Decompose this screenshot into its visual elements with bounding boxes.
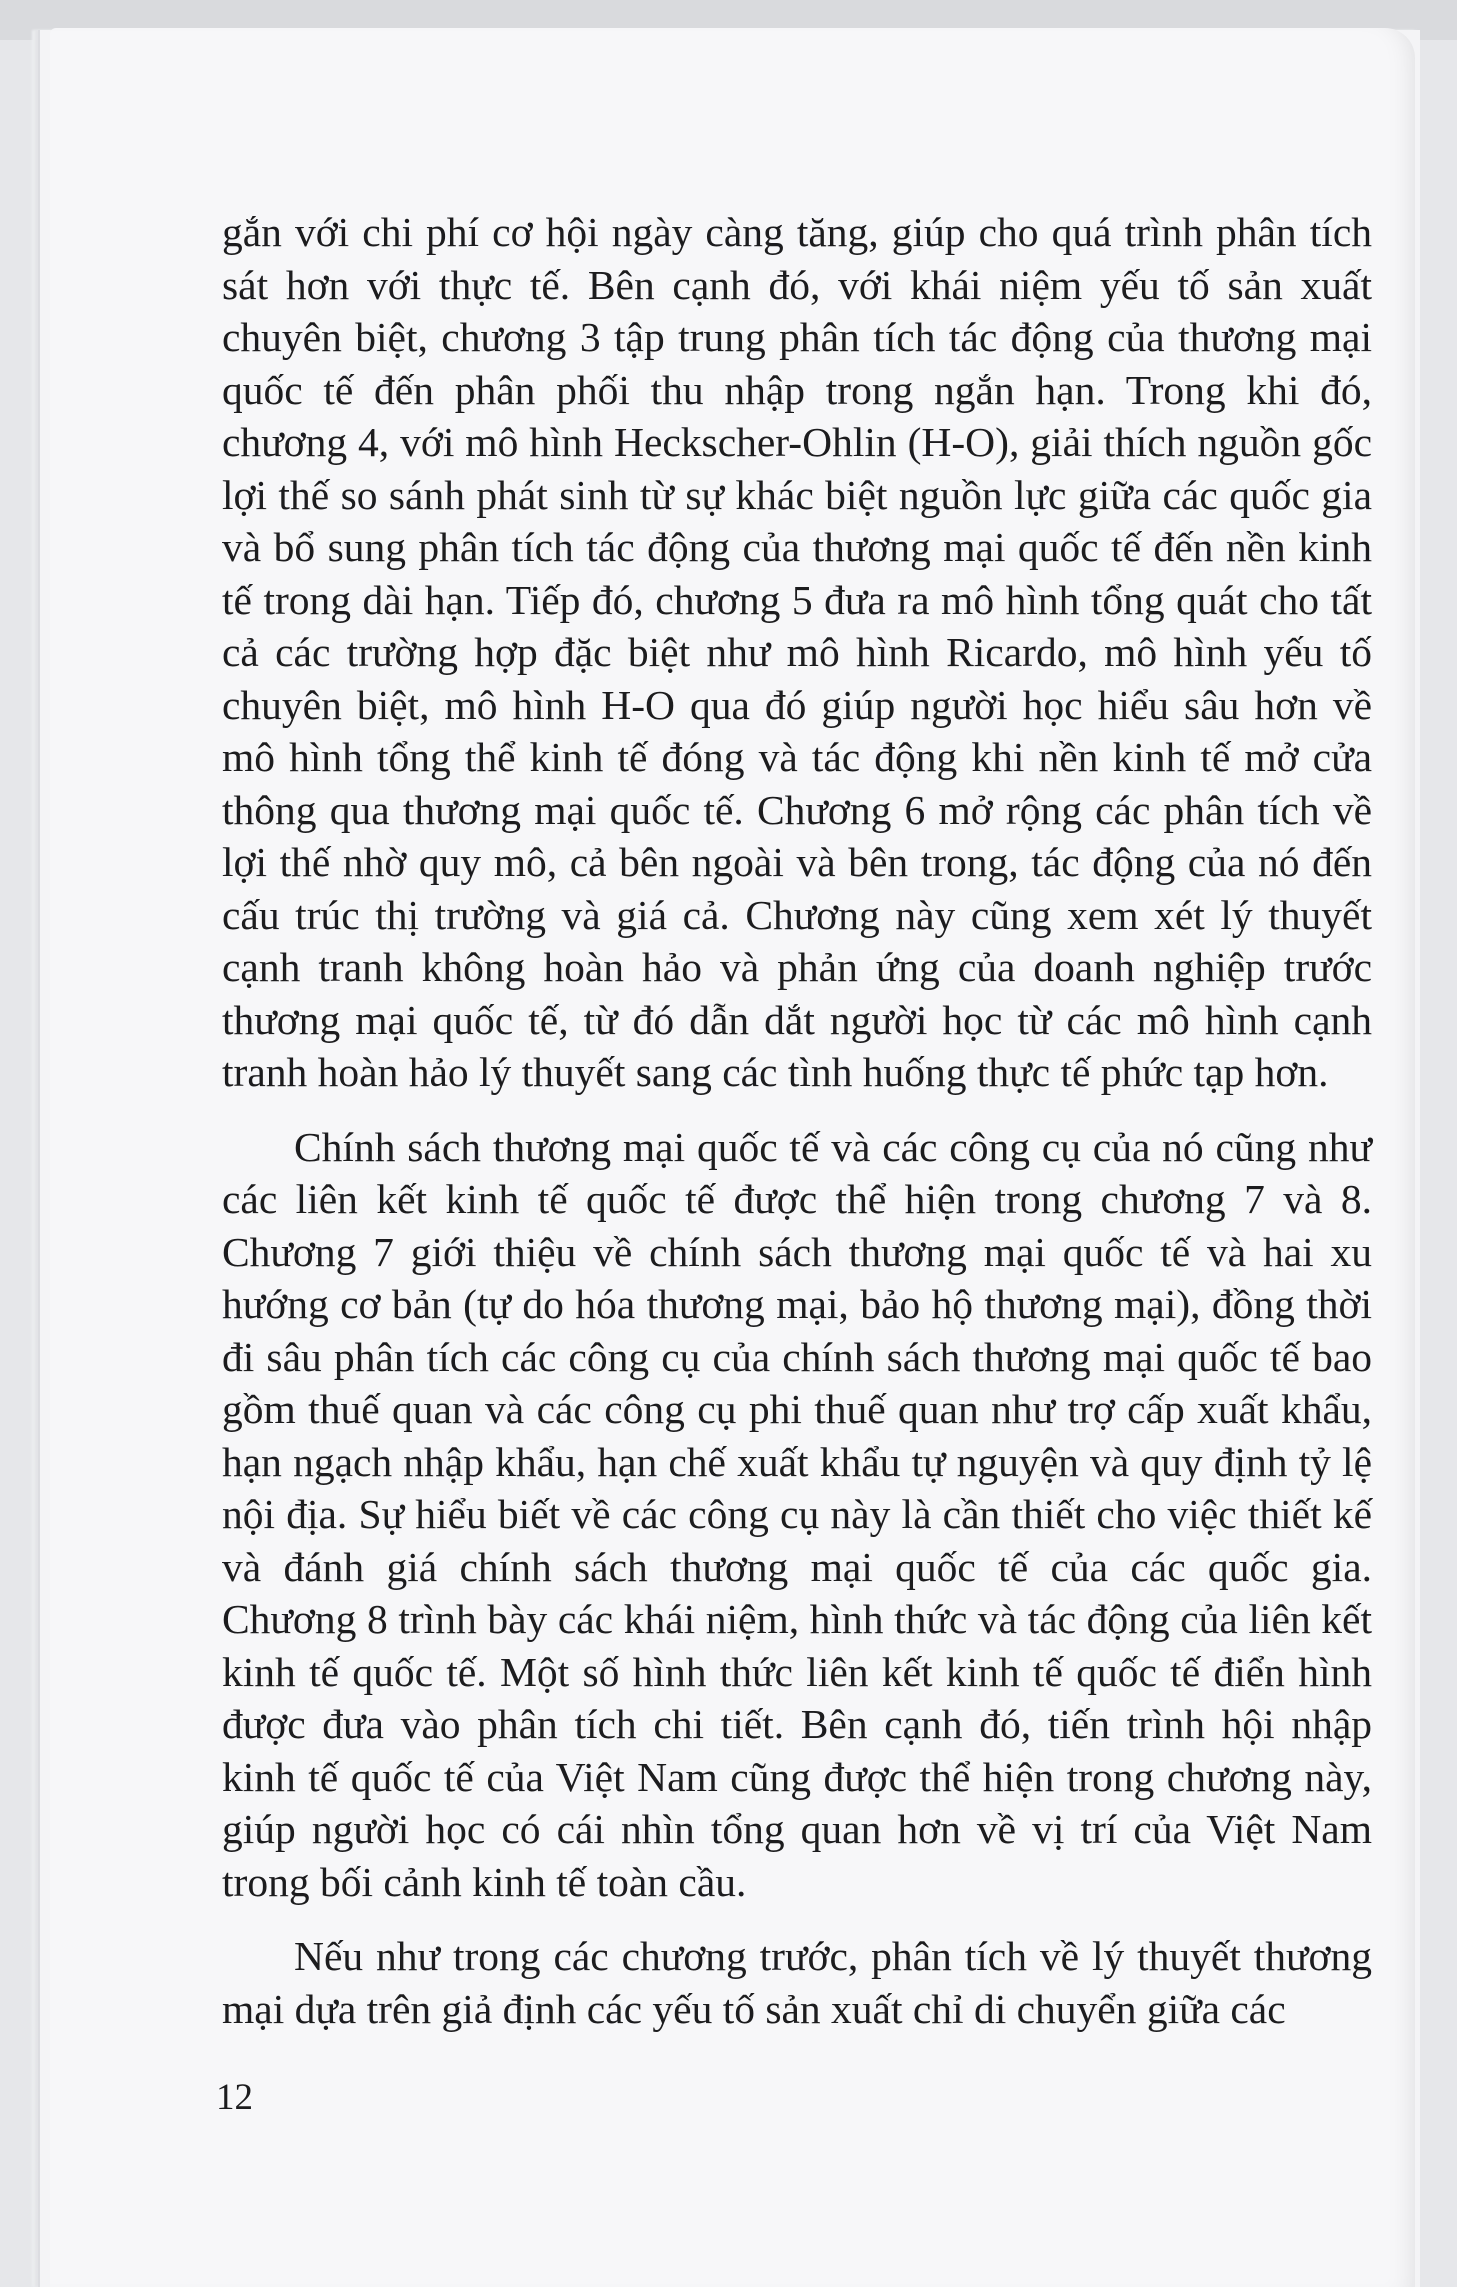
paragraph-1: gắn với chi phí cơ hội ngày càng tăng, giúp cho quá trình phân tích sát hơn với thực tế. Bên cạnh đó, với khái niệm yếu tố sản xuất chuyên biệt, chương 3 tập trung phân tích tác động của thương mại quốc tế đến phân phối thu nhập trong ngắn hạn. Trong khi đó, chương 4, với mô hình Heckscher-Ohlin (H-O), giải thích nguồn gốc lợi thế so sánh phát sinh từ sự khác biệt nguồn lực giữa các quốc gia và bổ sung phân tích tác động của thương mại quốc tế đến nền kinh tế trong dài hạn. Tiếp đó, chương 5 đưa ra mô hình tổng quát cho tất cả các trường hợp đặc biệt như mô hình Ricardo, mô hình yếu tố chuyên biệt, mô hình H-O qua đó giúp người học hiểu sâu hơn về mô hình tổng thể kinh tế đóng và tác động khi nền kinh tế mở cửa thông qua thương mại quốc tế. Chương 6 mở rộng các phân tích về lợi thế nhờ quy mô, cả bên ngoài và bên trong, tác động của nó đến cấu trúc thị trường và giá cả. Chương này cũng xem xét lý thuyết cạnh tranh không hoàn hảo và phản ứng của doanh nghiệp trước thương mại quốc tế, từ đó dẫn dắt người học từ các mô hình cạnh tranh hoàn hảo lý thuyết sang các tình huống thực tế phức tạp hơn. <box>222 209 1372 1095</box>
paragraph-2: Chính sách thương mại quốc tế và các công cụ của nó cũng như các liên kết kinh tế quốc tế được thể hiện trong chương 7 và 8. Chương 7 giới thiệu về chính sách thương mại quốc tế và hai xu hướng cơ bản (tự do hóa thương mại, bảo hộ thương mại), đồng thời đi sâu phân tích các công cụ của chính sách thương mại quốc tế bao gồm thuế quan và các công cụ phi thuế quan như trợ cấp xuất khẩu, hạn ngạch nhập khẩu, hạn chế xuất khẩu tự nguyện và quy định tỷ lệ nội địa. Sự hiểu biết về các công cụ này là cần thiết cho việc thiết kế và đánh giá chính sách thương mại quốc tế của các quốc gia. Chương 8 trình bày các khái niệm, hình thức và tác động của liên kết kinh tế quốc tế. Một số hình thức liên kết kinh tế quốc tế điển hình được đưa vào phân tích chi tiết. Bên cạnh đó, tiến trình hội nhập kinh tế quốc tế của Việt Nam cũng được thể hiện trong chương này, giúp người học có cái nhìn tổng quan hơn về vị trí của Việt Nam trong bối cảnh kinh tế toàn cầu. <box>222 1123 1372 1905</box>
body-text <box>222 206 1372 2035</box>
page-number: 12 <box>216 2077 253 2118</box>
paragraph-3: Nếu như trong các chương trước, phân tích về lý thuyết thương mại dựa trên giả định các yếu tố sản xuất chỉ di chuyển giữa các <box>222 1933 1372 2032</box>
